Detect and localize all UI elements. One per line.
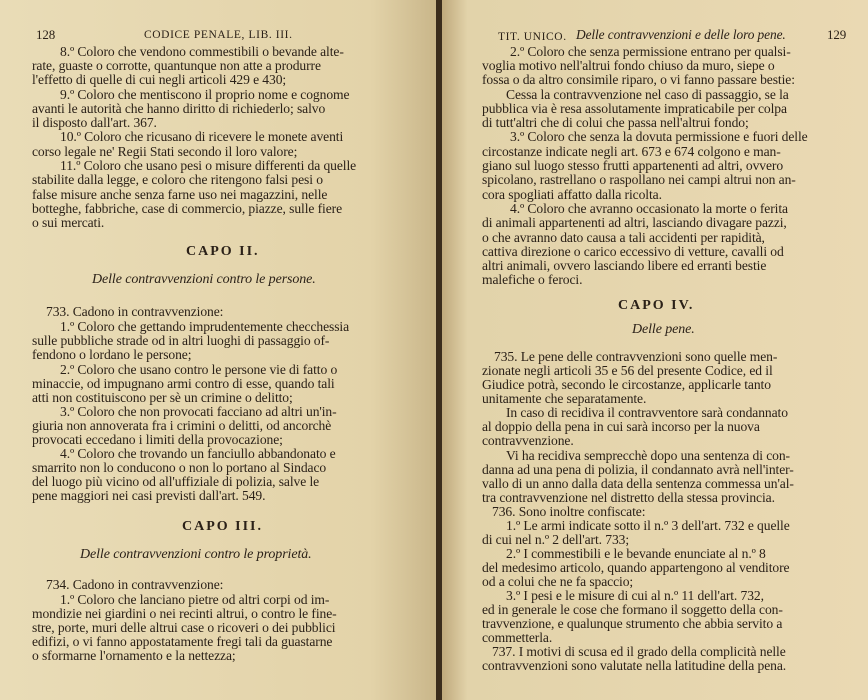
text-line: 737. I motivi di scusa ed il grado della complicità nelle: [492, 644, 786, 659]
text-line: o sformarne l'ornamento e la nettezza;: [32, 648, 236, 663]
chapter-subtitle: Delle contravvenzioni contro le persone.: [92, 272, 316, 287]
text-line: commetterla.: [482, 630, 553, 645]
chapter-heading: CAPO IV.: [618, 298, 695, 313]
text-line: del medesimo articolo, quando appartengono al venditore: [482, 560, 790, 575]
chapter-subtitle: Delle pene.: [632, 322, 695, 337]
text-line: 1.º Coloro che gettando imprudentemente checchessia: [60, 319, 350, 334]
text-line: sulle pubbliche strade od in altri luoghi di passaggio of-: [32, 333, 330, 348]
text-line: cattiva direzione o carico eccessivo di vetture, cavalli od: [482, 244, 784, 259]
text-line: fendono o lordano le persone;: [32, 347, 192, 362]
text-line: zionate negli articoli 35 e 56 del presente Codice, ed il: [482, 363, 773, 378]
text-line: l'effetto di quelle di cui negli articoli 429 e 430;: [32, 72, 287, 87]
text-line: di tutt'altri che di colui che passa nell'altrui fondo;: [482, 115, 749, 130]
text-line: malefiche o feroci.: [482, 272, 583, 287]
text-line: circostanze indicate negli art. 673 e 674 colgono e man-: [482, 144, 781, 159]
text-line: edifizi, o vi fanno appostatamente fregi tali da guastarne: [32, 634, 333, 649]
text-line: 735. Le pene delle contravvenzioni sono quelle men-: [494, 349, 778, 364]
text-line: altri animali, ovvero lasciando libere ed erranti bestie: [482, 258, 767, 273]
text-line: 733. Cadono in contravvenzione:: [46, 304, 224, 319]
text-line: 9.º Coloro che mentiscono il proprio nome e cognome: [60, 87, 350, 102]
text-line: giano sul luogo stesso frutti appartenenti ad altri, ovvero: [482, 158, 784, 173]
text-line: avanti le autorità che hanno diritto di richiederlo; salvo: [32, 101, 326, 116]
text-line: minaccie, od impugnano armi contro di esse, quando tali: [32, 376, 335, 391]
text-line: provocati eccedano i limiti della provocazione;: [32, 432, 283, 447]
text-line: pene maggiori nei casi previsti dall'art. 549.: [32, 488, 266, 503]
text-line: 734. Cadono in contravvenzione:: [46, 577, 224, 592]
text-line: 2.º Coloro che senza permissione entrano per qualsi-: [510, 44, 791, 59]
text-line: o sui mercati.: [32, 215, 105, 230]
text-line: 11.º Coloro che usano pesi o misure differenti da quelle: [60, 158, 357, 173]
text-line: danna ad una pena di polizia, il condannato avrà nell'inter-: [482, 462, 794, 477]
text-line: o che avranno dato causa a tali accidenti per rapidità,: [482, 230, 765, 245]
running-head-prefix: TIT. UNICO.: [498, 31, 567, 43]
text-line: voglia motivo nell'altrui fondo chiuso da muro, siepe o: [482, 58, 775, 73]
text-line: od a colui che ne fa spaccio;: [482, 574, 634, 589]
text-line: fossa o da altro consimile riparo, o vi fanno passare bestie:: [482, 72, 795, 87]
text-line: Vi ha recidiva semprecchè dopo una sentenza di con-: [506, 448, 790, 463]
page-number: 128: [36, 27, 56, 42]
running-head: Delle contravvenzioni e delle loro pene.: [576, 27, 786, 42]
text-line: corso legale ne' Regii Stati secondo il loro valore;: [32, 144, 298, 159]
running-head: CODICE PENALE, LIB. III.: [144, 29, 293, 41]
text-line: giuria non annoverata fra i crimini o delitti, od ancorchè: [32, 418, 332, 433]
text-line: 3.º Coloro che non provocati facciano ad altri un'in-: [60, 404, 337, 419]
text-line: botteghe, fabbriche, case di commercio, piazze, sulle fiere: [32, 201, 343, 216]
text-line: ed in generale le cose che formano il soggetto della con-: [482, 602, 783, 617]
text-line: di animali appartenenti ad altri, lasciando divagare pazzi,: [482, 215, 787, 230]
text-line: 2.º I commestibili e le bevande enunciate al n.º 8: [506, 546, 766, 561]
right-page: [442, 0, 868, 700]
text-line: cora spogliati affatto dalla ricolta.: [482, 187, 662, 202]
text-line: smarrito non lo conducono o non lo portano al Sindaco: [32, 460, 327, 475]
text-line: contravvenzione.: [482, 433, 574, 448]
text-line: al doppio della pena in cui sarà incorso per la nuova: [482, 419, 760, 434]
text-line: atti non costituiscono per sè un crimine o delitto;: [32, 390, 293, 405]
text-line: 4.º Coloro che avranno occasionato la morte o ferita: [510, 201, 788, 216]
text-line: stre, porte, muri delle altrui case o ricoveri o dei pubblici: [32, 620, 336, 635]
text-line: pubblica via è resa assolutamente impraticabile per colpa: [482, 101, 787, 116]
text-line: tra contravvenzione nel distretto della stessa provincia.: [482, 490, 775, 505]
text-line: 736. Sono inoltre confiscate:: [492, 504, 646, 519]
text-line: rate, guaste o corrotte, quantunque non atte a produrre: [32, 58, 321, 73]
text-line: Cessa la contravvenzione nel caso di passaggio, se la: [506, 87, 789, 102]
text-line: di cui nel n.º 2 dell'art. 733;: [482, 532, 630, 547]
text-line: 8.º Coloro che vendono commestibili o bevande alte-: [60, 44, 344, 59]
text-line: travvenzione, e qualunque strumento che abbia servito a: [482, 616, 783, 631]
chapter-heading: CAPO III.: [182, 519, 264, 534]
text-line: mondizie nei giardini o nei recinti altrui, o contro le fine-: [32, 606, 337, 621]
text-line: 4.º Coloro che trovando un fanciullo abbandonato e: [60, 446, 336, 461]
text-line: 3.º I pesi e le misure di cui al n.º 11 dell'art. 732,: [506, 588, 764, 603]
text-line: stabilite dalla legge, e coloro che ritengono falsi pesi o: [32, 172, 323, 187]
text-line: 1.º Le armi indicate sotto il n.º 3 dell'art. 732 e quelle: [506, 518, 790, 533]
text-line: 3.º Coloro che senza la dovuta permissione e fuori delle: [510, 129, 808, 144]
chapter-subtitle: Delle contravvenzioni contro le proprietà.: [80, 547, 312, 562]
text-line: 10.º Coloro che ricusano di ricevere le monete aventi: [60, 129, 344, 144]
text-line: Giudice potrà, secondo le circostanze, applicarle tanto: [482, 377, 771, 392]
text-line: del luogo più vicino od all'uffiziale di polizia, salve le: [32, 474, 320, 489]
text-line: unitamente che separatamente.: [482, 391, 647, 406]
page-number: 129: [827, 27, 847, 42]
text-line: vallo di un anno dalla data della sentenza commessa un'al-: [482, 476, 794, 491]
chapter-heading: CAPO II.: [186, 244, 260, 259]
text-line: 1.º Coloro che lanciano pietre od altri corpi od im-: [60, 592, 330, 607]
text-line: false misure anche senza farne uso nei magazzini, nelle: [32, 187, 328, 202]
text-line: spicolano, rastrellano o raspollano nei campi altrui non an-: [482, 172, 796, 187]
text-line: 2.º Coloro che usano contro le persone vie di fatto o: [60, 362, 338, 377]
text-line: In caso di recidiva il contravventore sarà condannato: [506, 405, 788, 420]
text-line: contravvenzioni sono valutate nella latitudine della pena.: [482, 658, 787, 673]
text-line: il disposto dall'art. 367.: [32, 115, 157, 130]
